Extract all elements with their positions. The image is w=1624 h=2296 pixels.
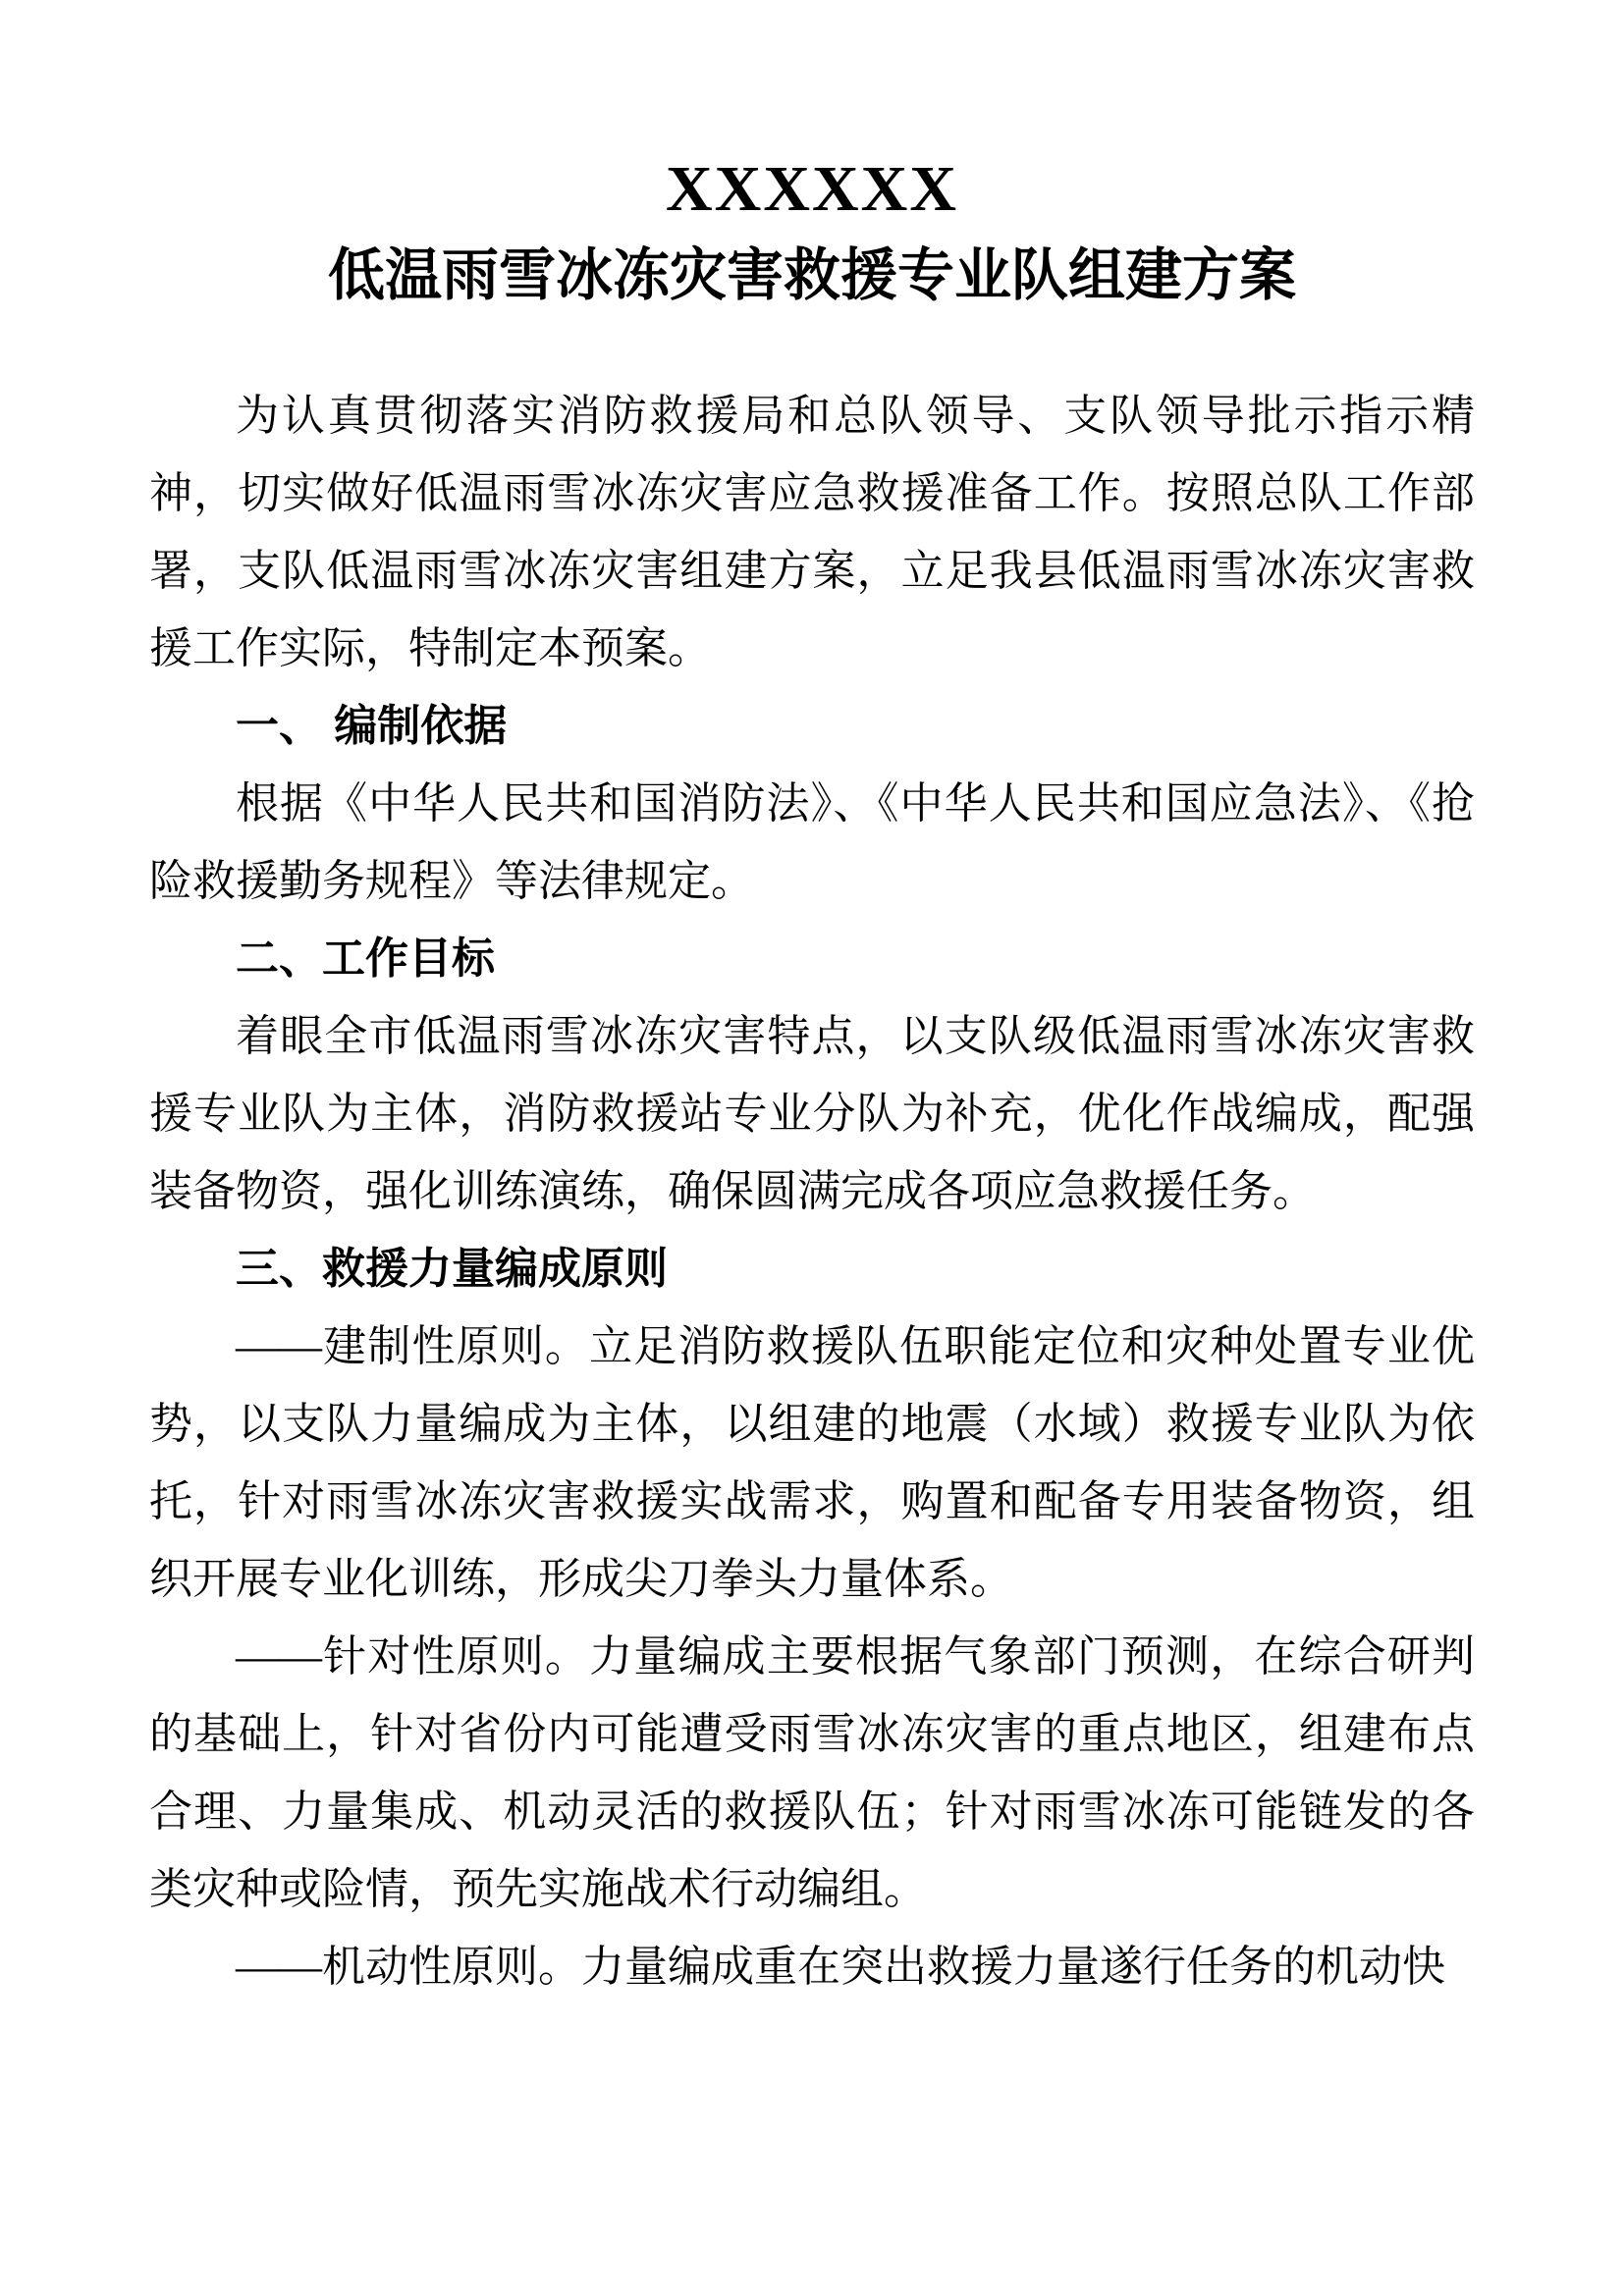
section-heading-2: 二、工作目标 bbox=[236, 934, 495, 983]
intro-paragraph: 为认真贯彻落实消防救援局和总队领导、支队领导批示指示精神，切实做好低温雨雪冰冻灾害应急救援准备工作。按照总队工作部署，支队低温雨雪冰冻灾害组建方案，立足我县低温雨雪冰冻灾害救援工作实际，特制定本预案。 bbox=[149, 392, 1475, 672]
section-2-paragraph: 着眼全市低温雨雪冰冻灾害特点，以支队级低温雨雪冰冻灾害救援专业队为主体，消防救援站专业分队为补充，优化作战编成，配强装备物资，强化训练演练，确保圆满完成各项应急救援任务。 bbox=[149, 1012, 1475, 1215]
section-heading-1: 一、 编制依据 bbox=[236, 702, 508, 750]
principle-paragraph-2: ——针对性原则。力量编成主要根据气象部门预测，在综合研判的基础上，针对省份内可能遭受雨雪冰冻灾害的重点地区，组建布点合理、力量集成、机动灵活的救援队伍；针对雨雪冰冻可能链发的各类灾种或险情，预先实施战术行动编组。 bbox=[149, 1632, 1475, 1913]
section-1-paragraph: 根据《中华人民共和国消防法》、《中华人民共和国应急法》、《抢险救援勤务规程》等法律规定。 bbox=[149, 779, 1475, 905]
document-title-placeholder: XXXXXX bbox=[666, 153, 958, 225]
principle-paragraph-1: ——建制性原则。立足消防救援队伍职能定位和灾种处置专业优势，以支队力量编成为主体，以组建的地震（水域）救援专业队为依托，针对雨雪冰冻灾害救援实战需求，购置和配备专用装备物资，组织开展专业化训练，形成尖刀拳头力量体系。 bbox=[149, 1322, 1475, 1603]
document-title: 低温雨雪冰冻灾害救援专业队组建方案 bbox=[327, 243, 1296, 307]
section-heading-3: 三、救援力量编成原则 bbox=[236, 1245, 668, 1293]
principle-paragraph-3: ——机动性原则。力量编成重在突出救援力量遂行任务的机动快 bbox=[236, 1943, 1445, 1991]
